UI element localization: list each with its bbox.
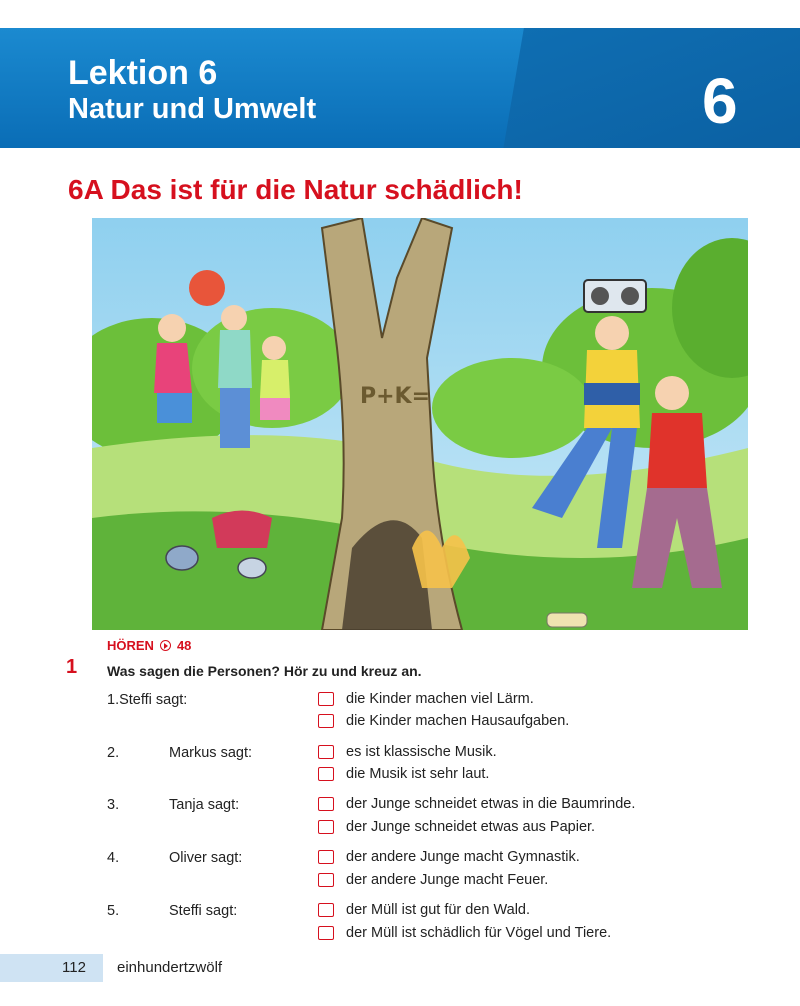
option-text: der andere Junge macht Gymnastik. xyxy=(346,849,580,865)
page-number-band xyxy=(0,954,103,982)
answer-checkbox[interactable] xyxy=(318,873,334,887)
answer-checkbox[interactable] xyxy=(318,692,334,706)
option-2b xyxy=(318,766,489,782)
answer-checkbox[interactable] xyxy=(318,850,334,864)
exercise-number: 1 xyxy=(66,656,78,678)
audio-track-icon xyxy=(160,640,171,651)
answer-checkbox[interactable] xyxy=(318,714,334,728)
option-text: die Musik ist sehr laut. xyxy=(346,766,490,782)
answer-checkbox[interactable] xyxy=(318,926,334,940)
lesson-subtitle: Natur und Umwelt xyxy=(68,93,317,125)
option-text: die Kinder machen viel Lärm. xyxy=(346,691,534,707)
option-2a xyxy=(318,744,497,760)
item-number: 4. xyxy=(107,850,120,866)
item-speaker: Oliver sagt: xyxy=(169,850,243,866)
option-4a xyxy=(318,849,580,865)
listening-label xyxy=(107,638,191,653)
skill-label: HÖREN xyxy=(107,638,154,653)
option-1b xyxy=(318,713,569,729)
park-illustration xyxy=(92,218,748,630)
option-text: der Junge schneidet etwas in die Baumrinde. xyxy=(346,796,636,812)
item-number: 3. xyxy=(107,797,120,813)
lesson-title: Lektion 6 xyxy=(68,54,218,92)
item-number: 2. xyxy=(107,745,120,761)
option-5a xyxy=(318,902,530,918)
answer-checkbox[interactable] xyxy=(318,797,334,811)
section-title: 6A Das ist für die Natur schädlich! xyxy=(68,174,523,205)
option-5b xyxy=(318,925,611,941)
answer-checkbox[interactable] xyxy=(318,903,334,917)
option-text: der Müll ist gut für den Wald. xyxy=(346,902,531,918)
option-text: die Kinder machen Hausaufgaben. xyxy=(346,713,570,729)
item-speaker: Tanja sagt: xyxy=(169,797,240,813)
park-scene-image xyxy=(92,218,748,630)
item-speaker: Steffi sagt: xyxy=(169,903,238,919)
option-text: es ist klassische Musik. xyxy=(346,744,497,760)
page-number-word: einhundertzwölf xyxy=(117,959,223,976)
answer-checkbox[interactable] xyxy=(318,767,334,781)
exercise-instruction: Was sagen die Personen? Hör zu und kreuz an. xyxy=(107,663,422,679)
item-number: 1.Steffi sagt: xyxy=(107,692,188,708)
option-3a xyxy=(318,796,635,812)
tree-carving: P+K= xyxy=(360,384,431,409)
page-number: 112 xyxy=(62,959,86,976)
option-1a xyxy=(318,691,534,707)
answer-checkbox[interactable] xyxy=(318,820,334,834)
header-word-pattern xyxy=(500,28,800,148)
item-number: 5. xyxy=(107,903,120,919)
option-text: der Junge schneidet etwas aus Papier. xyxy=(346,819,596,835)
option-text: der Müll ist schädlich für Vögel und Tiere. xyxy=(346,925,612,941)
track-number: 48 xyxy=(176,638,192,653)
option-4b xyxy=(318,872,548,888)
option-text: der andere Junge macht Feuer. xyxy=(346,872,549,888)
option-3b xyxy=(318,819,595,835)
answer-checkbox[interactable] xyxy=(318,745,334,759)
item-speaker: Markus sagt: xyxy=(169,745,252,761)
lesson-number: 6 xyxy=(702,65,738,137)
